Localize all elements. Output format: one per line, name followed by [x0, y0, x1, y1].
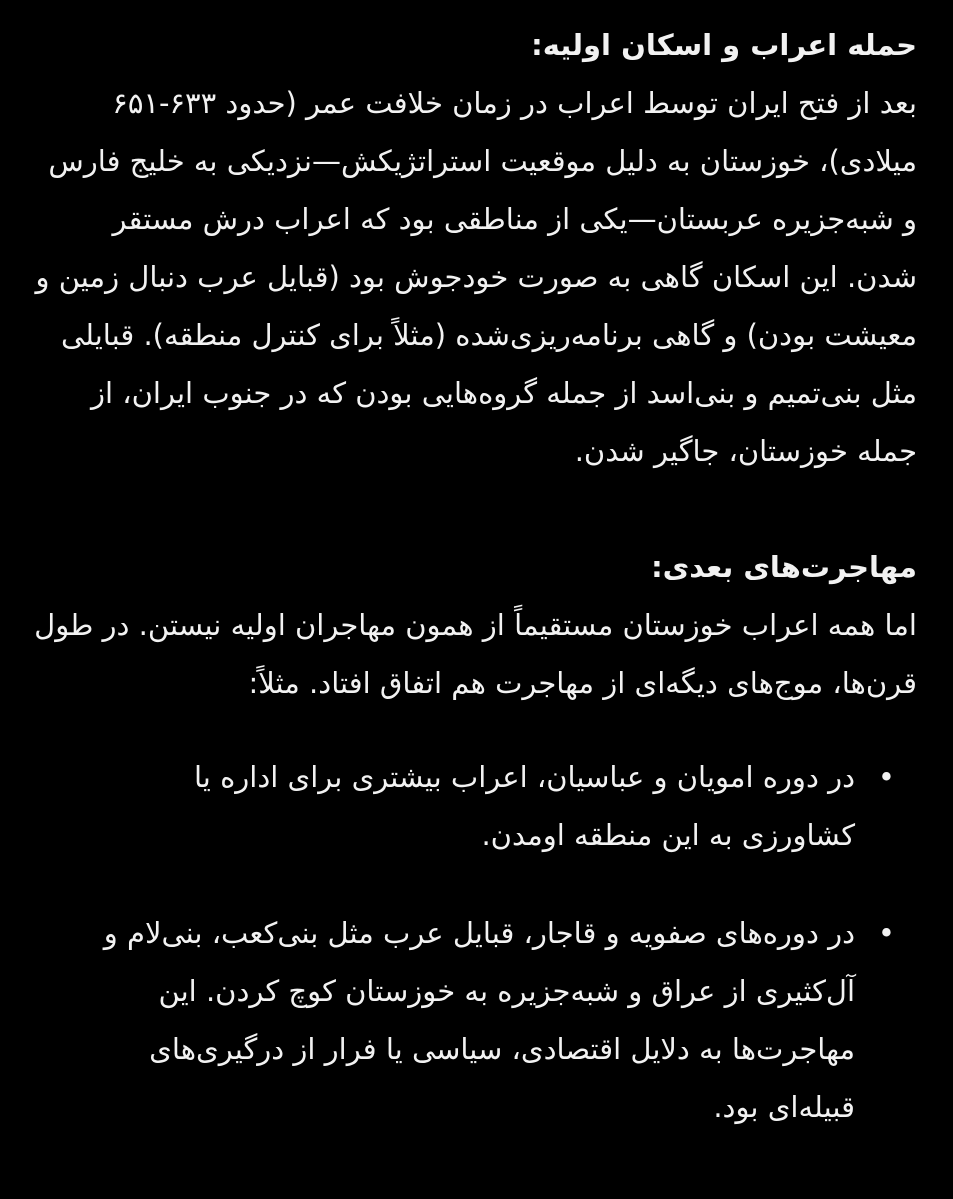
bullet-icon: • [877, 916, 895, 950]
section-paragraph: اما همه اعراب خوزستان مستقیماً از همون مهاجران اولیه نیستن. در طول قرن‌ها، موج‌های دیگه‌ای از مهاجرت هم اتفاق افتاد. مثلاً: [34, 608, 917, 700]
section-later-migrations [34, 538, 917, 1136]
section-heading: حمله اعراب و اسکان اولیه: [531, 28, 917, 62]
section-early-settlement [34, 16, 917, 480]
bullet-icon: • [877, 760, 895, 794]
bullet-list [34, 748, 917, 1136]
section-spacer [34, 480, 917, 538]
list-item-text: در دوره‌های صفویه و قاجار، قبایل عرب مثل بنی‌کعب، بنی‌لام و آل‌کثیری از عراق و شبه‌جزیره به خوزستان کوچ کردن. این مهاجرت‌ها به دلایل اقتصادی، سیاسی یا فرار از درگیری‌های قبیله‌ای بود. [103, 916, 855, 1124]
document [34, 16, 917, 1176]
list-item [94, 904, 895, 1136]
list-item-text: در دوره امویان و عباسیان، اعراب بیشتری برای اداره یا کشاورزی به این منطقه اومدن. [193, 760, 855, 852]
section-heading: مهاجرت‌های بعدی: [651, 550, 917, 584]
list-item [94, 748, 895, 864]
section-paragraph: بعد از فتح ایران توسط اعراب در زمان خلافت عمر (حدود ۶۳۳-۶۵۱ میلادی)، خوزستان به دلیل موقعیت استراتژیکش—نزدیکی به خلیج فارس و شبه‌جزیره عربستان—یکی از مناطقی بود که اعراب درش مستقر شدن. این اسکان گاهی به صورت خودجوش بود (قبایل عرب دنبال زمین و معیشت بودن) و گاهی برنامه‌ریزی‌شده (مثلاً برای کنترل منطقه). قبایلی مثل بنی‌تمیم و بنی‌اسد از جمله گروه‌هایی بودن که در جنوب ایران، از جمله خوزستان، جاگیر شدن. [35, 86, 917, 468]
